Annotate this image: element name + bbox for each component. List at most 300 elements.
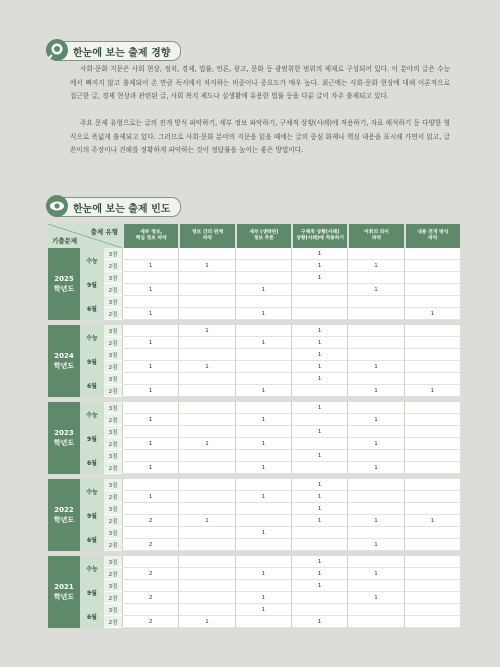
count-cell: [404, 325, 460, 337]
count-cell: 1: [291, 373, 347, 385]
column-header: [122, 224, 178, 248]
column-header-line: 정보 추론: [253, 236, 274, 241]
count-cell: 1: [178, 616, 234, 628]
count-cell: [404, 462, 460, 474]
count-cell: 1: [347, 462, 403, 474]
year-label: [48, 248, 80, 320]
count-cell: [178, 414, 234, 426]
score-label: 3점: [104, 402, 122, 414]
score-label: 3점: [104, 325, 122, 337]
score-label: 2점: [104, 568, 122, 580]
exam-label: 9월: [80, 426, 104, 450]
count-cell: [404, 616, 460, 628]
year-number: 2025: [54, 275, 74, 283]
count-cell: 2: [122, 539, 178, 551]
table-corner-header: [48, 224, 122, 248]
count-cell: [178, 284, 234, 296]
count-cell: [404, 426, 460, 438]
count-cell: [404, 248, 460, 260]
count-cell: [347, 491, 403, 503]
count-cell: 1: [122, 260, 178, 272]
count-cell: 1: [235, 592, 291, 604]
table-row: [48, 402, 460, 414]
table-row: [48, 284, 460, 296]
count-cell: 2: [122, 616, 178, 628]
trend-paragraph-1: [70, 63, 450, 104]
year-number: 2023: [54, 429, 74, 437]
count-cell: 1: [178, 260, 234, 272]
count-cell: [178, 556, 234, 568]
count-cell: [291, 527, 347, 539]
score-label: 2점: [104, 592, 122, 604]
count-cell: [235, 539, 291, 551]
count-cell: 1: [235, 284, 291, 296]
year-suffix: 학년도: [53, 439, 75, 447]
table-row: [48, 580, 460, 592]
count-cell: 1: [122, 385, 178, 397]
year-suffix: 학년도: [53, 285, 75, 293]
count-cell: [291, 414, 347, 426]
count-cell: 1: [122, 308, 178, 320]
count-cell: 1: [291, 580, 347, 592]
table-row: [48, 503, 460, 515]
count-cell: [122, 479, 178, 491]
count-cell: [291, 604, 347, 616]
table-row: [48, 325, 460, 337]
count-cell: [235, 260, 291, 272]
count-cell: 1: [235, 568, 291, 580]
count-cell: [291, 592, 347, 604]
count-cell: 1: [291, 325, 347, 337]
count-cell: 1: [347, 284, 403, 296]
count-cell: [178, 373, 234, 385]
section-header-trend: [48, 40, 181, 62]
table-row: [48, 260, 460, 272]
count-cell: 1: [291, 260, 347, 272]
count-cell: [347, 503, 403, 515]
table-row: [48, 438, 460, 450]
table-row: [48, 337, 460, 349]
count-cell: [347, 308, 403, 320]
count-cell: [291, 296, 347, 308]
count-cell: [347, 272, 403, 284]
count-cell: 1: [404, 308, 460, 320]
count-cell: [178, 604, 234, 616]
count-cell: [404, 479, 460, 491]
column-header-line: 세부 (생략된): [249, 230, 279, 235]
exam-label: 9월: [80, 272, 104, 296]
score-label: 3점: [104, 503, 122, 515]
count-cell: [235, 450, 291, 462]
count-cell: [178, 580, 234, 592]
count-cell: 1: [235, 462, 291, 474]
count-cell: 1: [291, 402, 347, 414]
year-label: [48, 325, 80, 397]
column-header-line: 세부 정보,: [140, 230, 163, 235]
score-label: 2점: [104, 260, 122, 272]
section-title: 한눈에 보는 출제 빈도: [73, 203, 171, 215]
score-label: 2점: [104, 337, 122, 349]
exam-label: 수능: [80, 325, 104, 349]
count-cell: 2: [122, 568, 178, 580]
count-cell: [404, 402, 460, 414]
count-cell: 1: [178, 515, 234, 527]
column-header: [347, 224, 403, 248]
count-cell: [347, 337, 403, 349]
exam-label: 6월: [80, 604, 104, 628]
table-row: [48, 414, 460, 426]
count-cell: [404, 296, 460, 308]
count-cell: 1: [122, 491, 178, 503]
score-label: 2점: [104, 414, 122, 426]
table-row: [48, 592, 460, 604]
count-cell: [347, 527, 403, 539]
count-cell: 1: [291, 349, 347, 361]
count-cell: [122, 450, 178, 462]
score-label: 2점: [104, 462, 122, 474]
column-header-line: 어휘의 의미: [364, 230, 389, 235]
exam-label: 수능: [80, 479, 104, 503]
table-row: [48, 616, 460, 628]
count-cell: [291, 462, 347, 474]
year-number: 2024: [54, 352, 74, 360]
count-cell: 1: [178, 325, 234, 337]
count-cell: 1: [291, 272, 347, 284]
score-label: 2점: [104, 515, 122, 527]
year-suffix: 학년도: [53, 516, 75, 524]
count-cell: 1: [347, 568, 403, 580]
column-header-line: 핵심 정보 파악: [135, 236, 167, 241]
count-cell: 1: [291, 479, 347, 491]
count-cell: 1: [347, 414, 403, 426]
score-label: 3점: [104, 426, 122, 438]
count-cell: 1: [122, 438, 178, 450]
count-cell: [404, 556, 460, 568]
count-cell: 1: [291, 450, 347, 462]
section-title: 한눈에 보는 출제 경향: [73, 47, 171, 59]
count-cell: 1: [347, 260, 403, 272]
count-cell: [404, 337, 460, 349]
score-label: 2점: [104, 308, 122, 320]
table-row: [48, 361, 460, 373]
table-row: [48, 272, 460, 284]
table-row: [48, 296, 460, 308]
score-label: 2점: [104, 616, 122, 628]
count-cell: 1: [122, 361, 178, 373]
column-header: [404, 224, 460, 248]
count-cell: [178, 503, 234, 515]
score-label: 3점: [104, 604, 122, 616]
table-row: [48, 604, 460, 616]
count-cell: [404, 438, 460, 450]
count-cell: [404, 503, 460, 515]
count-cell: 1: [347, 539, 403, 551]
year-label: [48, 402, 80, 474]
count-cell: 1: [347, 515, 403, 527]
count-cell: [347, 426, 403, 438]
trend-paragraph-2: [70, 117, 450, 158]
count-cell: 1: [291, 361, 347, 373]
count-cell: 1: [291, 616, 347, 628]
table-row: [48, 385, 460, 397]
count-cell: [235, 616, 291, 628]
year-suffix: 학년도: [53, 362, 75, 370]
score-label: 3점: [104, 373, 122, 385]
count-cell: [235, 296, 291, 308]
count-cell: [404, 491, 460, 503]
count-cell: [235, 556, 291, 568]
count-cell: [235, 580, 291, 592]
column-header-line: 파악: [428, 236, 438, 241]
count-cell: 1: [178, 361, 234, 373]
magnifier-icon: [45, 38, 69, 62]
count-cell: [122, 373, 178, 385]
count-cell: [404, 349, 460, 361]
column-header-line: 내용 전개 방식: [417, 230, 449, 235]
count-cell: 2: [122, 515, 178, 527]
count-cell: [404, 414, 460, 426]
exam-label: 9월: [80, 349, 104, 373]
count-cell: 1: [291, 337, 347, 349]
exam-label: 수능: [80, 402, 104, 426]
count-cell: [235, 373, 291, 385]
count-cell: [122, 325, 178, 337]
score-label: 3점: [104, 479, 122, 491]
count-cell: [404, 592, 460, 604]
count-cell: [404, 373, 460, 385]
count-cell: [178, 248, 234, 260]
count-cell: [347, 450, 403, 462]
count-cell: 1: [235, 604, 291, 616]
count-cell: 1: [291, 515, 347, 527]
count-cell: [178, 479, 234, 491]
table-row: [48, 568, 460, 580]
year-number: 2021: [54, 583, 74, 591]
count-cell: 1: [122, 337, 178, 349]
count-cell: [178, 385, 234, 397]
table-row: [48, 426, 460, 438]
year-number: 2022: [54, 506, 74, 514]
count-cell: 1: [404, 515, 460, 527]
exam-label: 6월: [80, 527, 104, 551]
count-cell: [235, 503, 291, 515]
count-cell: 1: [235, 385, 291, 397]
table-row: [48, 479, 460, 491]
count-cell: [235, 426, 291, 438]
count-cell: [178, 349, 234, 361]
count-cell: 1: [291, 491, 347, 503]
count-cell: [235, 515, 291, 527]
year-label: [48, 479, 80, 551]
corner-bottom-label: 기출문제: [52, 237, 78, 245]
count-cell: [291, 438, 347, 450]
count-cell: [235, 325, 291, 337]
count-cell: 1: [291, 248, 347, 260]
count-cell: [178, 337, 234, 349]
score-label: 3점: [104, 580, 122, 592]
count-cell: [235, 349, 291, 361]
count-cell: 2: [122, 592, 178, 604]
count-cell: [122, 402, 178, 414]
score-label: 2점: [104, 438, 122, 450]
count-cell: [122, 296, 178, 308]
count-cell: [178, 296, 234, 308]
count-cell: [404, 580, 460, 592]
paragraph-text: 주요 문제 유형으로는 글의 전개 방식 파악하기, 세부 정보 파악하기, 구체적 상황(사례)에 적용하기, 자료 해석하기 등 다양한 형식으로 폭넓게 출제되고 있다. 그러므로 사회·문화 분야의 지문을 읽을 때에는 글의 중심 화제나 핵심 내용을 표시해 가면서 읽고, 글쓴이의 주장이나 견해를 정확하게 파악하는 것이 정답률을 높이는 좋은 방법이다.: [70, 119, 450, 154]
score-label: 2점: [104, 539, 122, 551]
count-cell: [347, 402, 403, 414]
count-cell: [178, 592, 234, 604]
count-cell: [291, 308, 347, 320]
count-cell: 1: [235, 438, 291, 450]
count-cell: [178, 402, 234, 414]
score-label: 3점: [104, 349, 122, 361]
score-label: 2점: [104, 284, 122, 296]
section-badge: [48, 197, 181, 217]
count-cell: [122, 272, 178, 284]
table-row: [48, 462, 460, 474]
count-cell: [235, 361, 291, 373]
column-header: [235, 224, 291, 248]
count-cell: [347, 296, 403, 308]
count-cell: 1: [347, 385, 403, 397]
exam-label: 9월: [80, 503, 104, 527]
count-cell: [178, 272, 234, 284]
count-cell: [178, 426, 234, 438]
score-label: 2점: [104, 491, 122, 503]
score-label: 3점: [104, 272, 122, 284]
exam-label: 6월: [80, 296, 104, 320]
year-label: [48, 556, 80, 628]
count-cell: [235, 479, 291, 491]
table-row: [48, 349, 460, 361]
count-cell: 1: [404, 385, 460, 397]
count-cell: [404, 450, 460, 462]
score-label: 2점: [104, 361, 122, 373]
exam-label: 수능: [80, 248, 104, 272]
count-cell: [178, 462, 234, 474]
count-cell: [178, 450, 234, 462]
count-cell: [178, 527, 234, 539]
frequency-table: [48, 224, 460, 628]
exam-label: 6월: [80, 373, 104, 397]
corner-top-label: 출제 유형: [90, 228, 118, 236]
table-row: [48, 539, 460, 551]
column-header-line: 파악: [202, 236, 213, 241]
column-header-line: 파악: [371, 236, 382, 241]
count-cell: [347, 556, 403, 568]
score-label: 3점: [104, 556, 122, 568]
count-cell: [347, 479, 403, 491]
table-row: [48, 491, 460, 503]
count-cell: [347, 616, 403, 628]
score-label: 3점: [104, 527, 122, 539]
score-label: 3점: [104, 296, 122, 308]
count-cell: [347, 349, 403, 361]
column-header-line: 상황(사례)에 적용하기: [296, 236, 345, 241]
table-row: [48, 527, 460, 539]
count-cell: 1: [291, 556, 347, 568]
count-cell: [122, 349, 178, 361]
count-cell: [122, 527, 178, 539]
count-cell: [347, 604, 403, 616]
paragraph-text: 사회·문화 지문은 사회 현상, 정치, 경제, 법률, 언론, 광고, 문화 등 광범위한 범위의 제재로 구성되어 있다. 이 분야의 글은 수능에서 빠지지 않고 출제되어 온 만큼 독서에서 차지하는 비중이나 중요도가 매우 높다. 최근에는 사회·문화 현상에 대해 이론적으로 접근한 글, 경제 현상과 관련된 글, 사회 복지 제도나 실생활에 유용한 법률 등을 다룬 글이 자주 출제되고 있다.: [70, 65, 450, 100]
exam-label: 수능: [80, 556, 104, 580]
count-cell: 1: [235, 491, 291, 503]
column-header: [291, 224, 347, 248]
count-cell: [404, 284, 460, 296]
count-cell: [291, 385, 347, 397]
table-row: [48, 515, 460, 527]
count-cell: 1: [122, 462, 178, 474]
section-header-frequency: [48, 196, 181, 218]
exam-label: 6월: [80, 450, 104, 474]
count-cell: [122, 604, 178, 616]
score-label: 3점: [104, 450, 122, 462]
count-cell: [404, 527, 460, 539]
count-cell: [235, 248, 291, 260]
section-badge: [48, 41, 181, 61]
count-cell: 1: [122, 414, 178, 426]
count-cell: [178, 568, 234, 580]
count-cell: 1: [122, 284, 178, 296]
table-row: [48, 308, 460, 320]
count-cell: [178, 539, 234, 551]
count-cell: [122, 503, 178, 515]
table-row: [48, 556, 460, 568]
count-cell: [291, 284, 347, 296]
count-cell: [404, 568, 460, 580]
count-cell: 1: [291, 568, 347, 580]
count-cell: 1: [347, 592, 403, 604]
count-cell: [122, 248, 178, 260]
count-cell: [404, 272, 460, 284]
count-cell: 1: [235, 414, 291, 426]
count-cell: [122, 426, 178, 438]
count-cell: [235, 402, 291, 414]
count-cell: 1: [235, 337, 291, 349]
column-header-line: 정보 간의 관계: [191, 230, 224, 235]
count-cell: [404, 260, 460, 272]
count-cell: 1: [347, 361, 403, 373]
eye-icon: [45, 194, 69, 218]
table-row: [48, 248, 460, 260]
count-cell: [291, 539, 347, 551]
count-cell: [122, 556, 178, 568]
table-row: [48, 450, 460, 462]
count-cell: [404, 361, 460, 373]
score-label: 2점: [104, 385, 122, 397]
count-cell: [347, 580, 403, 592]
count-cell: [347, 325, 403, 337]
table-row: [48, 373, 460, 385]
score-label: 3점: [104, 248, 122, 260]
count-cell: [347, 373, 403, 385]
count-cell: [347, 248, 403, 260]
count-cell: [122, 580, 178, 592]
exam-label: 9월: [80, 580, 104, 604]
column-header-line: 구체적 상황(사례): [300, 230, 340, 235]
count-cell: 1: [291, 503, 347, 515]
count-cell: [404, 604, 460, 616]
count-cell: 1: [235, 308, 291, 320]
count-cell: 1: [291, 426, 347, 438]
count-cell: [178, 308, 234, 320]
year-suffix: 학년도: [53, 593, 75, 601]
count-cell: 1: [235, 527, 291, 539]
count-cell: [235, 272, 291, 284]
count-cell: [178, 491, 234, 503]
